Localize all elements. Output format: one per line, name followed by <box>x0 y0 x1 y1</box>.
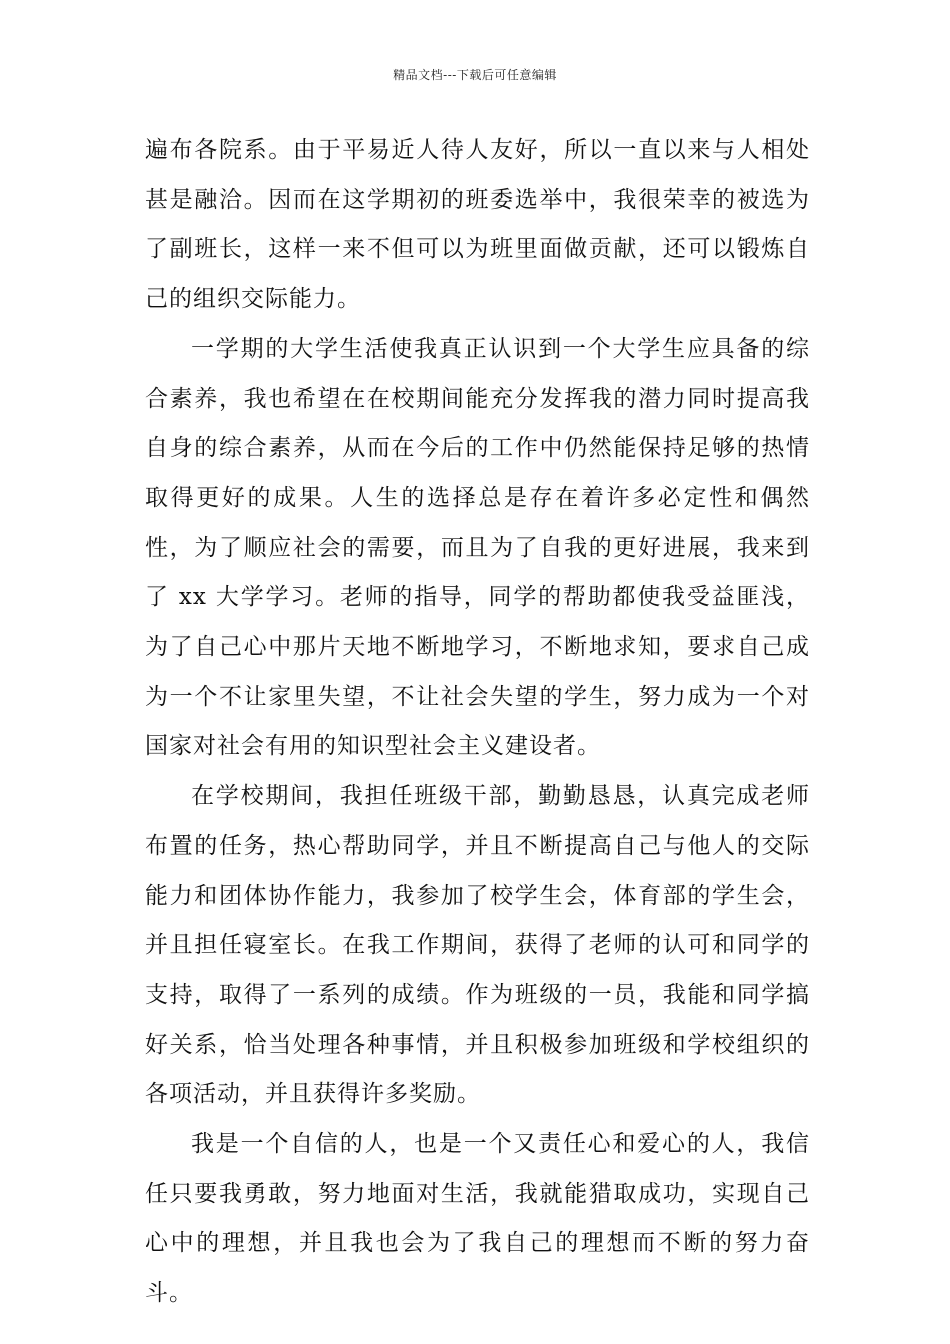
paragraph: 我是一个自信的人，也是一个又责任心和爱心的人，我信任只要我勇敢，努力地面对生活，我就能猎取成功，实现自己心中的理想，并且我也会为了我自己的理想而不断的努力奋斗。 <box>145 1131 810 1307</box>
paragraph: 一学期的大学生活使我真正认识到一个大学生应具备的综合素养，我也希望在在校期间能充分发挥我的潜力同时提高我自身的综合素养，从而在今后的工作中仍然能保持足够的热情取得更好的成果。人生的选择总是存在着许多必定性和偶然性，为了顺应社会的需要，而且为了自我的更好进展，我来到了 xx 大学学习。老师的指导，同学的帮助都使我受益匪浅，为了自己心中那片天地不断地学习，不断地求知，要求自己成为一个不让家里失望，不让社会失望的学生，努力成为一个对国家对社会有用的知识型社会主义建设者。 <box>145 335 810 760</box>
page-header: 精品文档---下载后可任意编辑 <box>393 68 557 82</box>
paragraph: 在学校期间，我担任班级干部，勤勤恳恳，认真完成老师布置的任务，热心帮助同学，并且不断提高自己与他人的交际能力和团体协作能力，我参加了校学生会，体育部的学生会，并且担任寝室长。在我工作期间，获得了老师的认可和同学的支持，取得了一系列的成绩。作为班级的一员，我能和同学搞好关系，恰当处理各种事情，并且积极参加班级和学校组织的各项活动，并且获得许多奖励。 <box>145 783 810 1108</box>
paragraph-continued: 遍布各院系。由于平易近人待人友好，所以一直以来与人相处甚是融洽。因而在这学期初的班委选举中，我很荣幸的被选为了副班长，这样一来不但可以为班里面做贡献，还可以锻炼自己的组织交际能力。 <box>145 137 810 313</box>
document-body <box>145 126 810 1319</box>
